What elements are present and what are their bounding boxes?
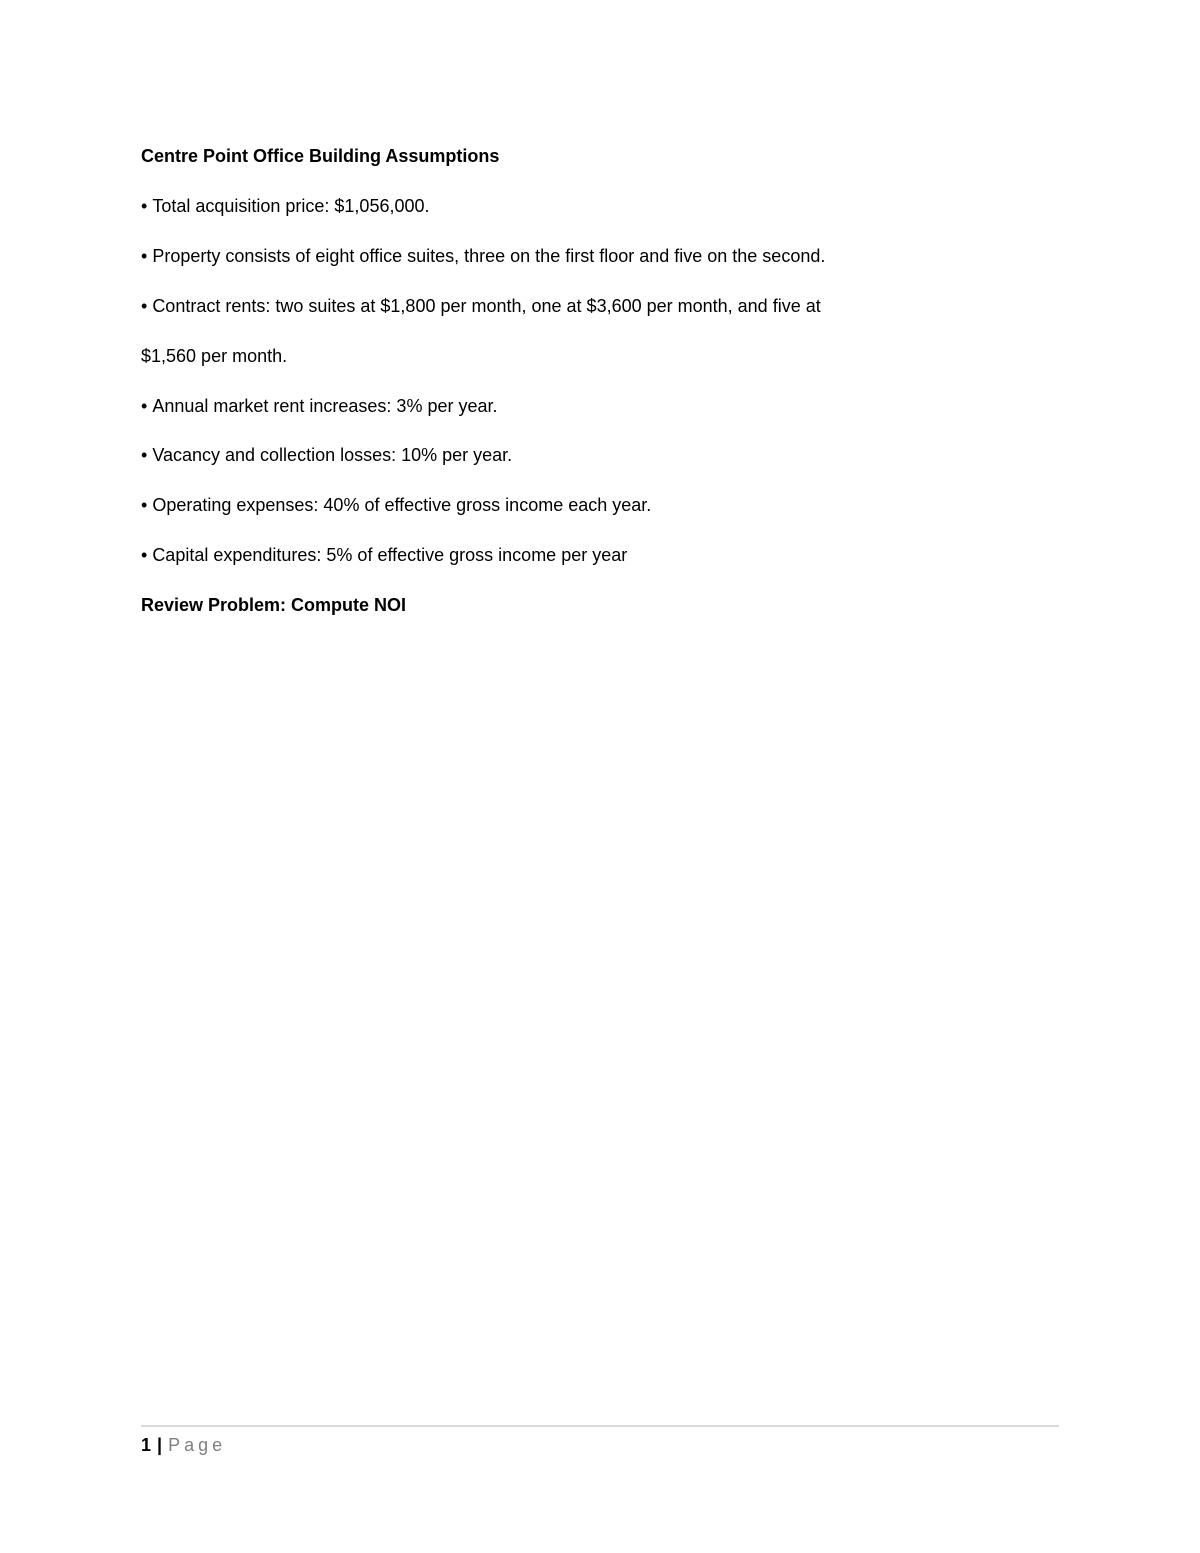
bullet-icon: • bbox=[141, 296, 148, 316]
bullet-text: Property consists of eight office suites, three on the first floor and five on the second. bbox=[152, 246, 826, 266]
bullet-item-vacancy-losses bbox=[141, 444, 512, 466]
bullet-item-contract-rents bbox=[141, 295, 821, 317]
bullet-icon: • bbox=[141, 196, 148, 216]
page-separator: | bbox=[157, 1435, 163, 1455]
bullet-icon: • bbox=[141, 445, 148, 465]
bullet-text: Annual market rent increases: 3% per year. bbox=[152, 396, 498, 416]
bullet-text: Contract rents: two suites at $1,800 per month, one at $3,600 per month, and five at bbox=[152, 296, 821, 316]
bullet-icon: • bbox=[141, 545, 148, 565]
bullet-text: Capital expenditures: 5% of effective gross income per year bbox=[152, 545, 628, 565]
bullet-continuation-line: $1,560 per month. bbox=[141, 346, 288, 366]
page-label: Page bbox=[168, 1435, 227, 1455]
bullet-text: Operating expenses: 40% of effective gross income each year. bbox=[152, 495, 652, 515]
bullet-text: Total acquisition price: $1,056,000. bbox=[152, 196, 430, 216]
bullet-icon: • bbox=[141, 396, 148, 416]
bullet-icon: • bbox=[141, 246, 148, 266]
bullet-item-market-rent-increases bbox=[141, 395, 498, 417]
document-title: Centre Point Office Building Assumptions bbox=[141, 146, 500, 166]
footer-divider bbox=[141, 1425, 1059, 1427]
bullet-item-acquisition-price bbox=[141, 195, 430, 217]
bullet-item-operating-expenses bbox=[141, 494, 651, 516]
review-problem-heading: Review Problem: Compute NOI bbox=[141, 595, 407, 615]
bullet-item-capital-expenditures bbox=[141, 544, 627, 566]
page-footer bbox=[141, 1434, 226, 1456]
bullet-icon: • bbox=[141, 495, 148, 515]
bullet-text: Vacancy and collection losses: 10% per year. bbox=[152, 445, 513, 465]
page-number: 1 bbox=[141, 1435, 152, 1455]
bullet-item-property-suites bbox=[141, 245, 825, 267]
